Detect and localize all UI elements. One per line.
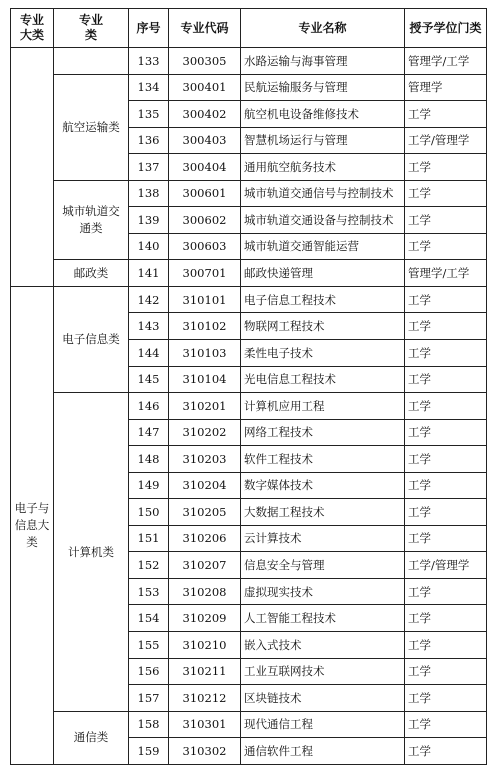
serial-cell: 153 <box>129 578 169 605</box>
code-cell: 310103 <box>169 340 241 367</box>
name-cell: 智慧机场运行与管理 <box>241 127 405 154</box>
name-cell: 人工智能工程技术 <box>241 605 405 632</box>
degree-cell: 工学 <box>405 286 487 313</box>
table-row <box>11 48 487 75</box>
name-cell: 计算机应用工程 <box>241 393 405 420</box>
code-cell: 310211 <box>169 658 241 685</box>
serial-cell: 138 <box>129 180 169 207</box>
name-cell: 软件工程技术 <box>241 446 405 473</box>
degree-cell: 工学/管理学 <box>405 127 487 154</box>
code-cell: 300701 <box>169 260 241 287</box>
name-cell: 数字媒体技术 <box>241 472 405 499</box>
degree-cell: 工学 <box>405 605 487 632</box>
serial-cell: 156 <box>129 658 169 685</box>
serial-cell: 139 <box>129 207 169 234</box>
table-row <box>11 393 487 420</box>
code-cell: 300402 <box>169 101 241 128</box>
serial-cell: 151 <box>129 525 169 552</box>
name-cell: 通信软件工程 <box>241 738 405 765</box>
code-cell: 310201 <box>169 393 241 420</box>
majors-table <box>10 8 487 765</box>
table-row <box>11 260 487 287</box>
serial-cell: 158 <box>129 711 169 738</box>
degree-cell: 工学 <box>405 154 487 181</box>
serial-cell: 157 <box>129 685 169 712</box>
name-cell: 物联网工程技术 <box>241 313 405 340</box>
name-cell: 民航运输服务与管理 <box>241 74 405 101</box>
degree-cell: 工学 <box>405 419 487 446</box>
serial-cell: 145 <box>129 366 169 393</box>
header-degree: 授予学位门类 <box>405 9 487 48</box>
degree-cell: 管理学/工学 <box>405 48 487 75</box>
name-cell: 大数据工程技术 <box>241 499 405 526</box>
code-cell: 310207 <box>169 552 241 579</box>
serial-cell: 154 <box>129 605 169 632</box>
serial-cell: 148 <box>129 446 169 473</box>
table-row <box>11 711 487 738</box>
code-cell: 310302 <box>169 738 241 765</box>
degree-cell: 工学 <box>405 525 487 552</box>
name-cell: 信息安全与管理 <box>241 552 405 579</box>
degree-cell: 工学 <box>405 578 487 605</box>
serial-cell: 155 <box>129 632 169 659</box>
header-code: 专业代码 <box>169 9 241 48</box>
category-cell: 电子信息类 <box>54 286 129 392</box>
major-category-cell <box>11 48 54 287</box>
serial-cell: 149 <box>129 472 169 499</box>
table-row <box>11 180 487 207</box>
serial-cell: 137 <box>129 154 169 181</box>
degree-cell: 工学 <box>405 658 487 685</box>
degree-cell: 工学 <box>405 393 487 420</box>
name-cell: 云计算技术 <box>241 525 405 552</box>
major-category-cell: 电子与 信息大 类 <box>11 286 54 764</box>
header-category: 专业 类 <box>54 9 129 48</box>
serial-cell: 133 <box>129 48 169 75</box>
degree-cell: 工学 <box>405 711 487 738</box>
name-cell: 城市轨道交通信号与控制技术 <box>241 180 405 207</box>
category-cell <box>54 48 129 75</box>
degree-cell: 工学 <box>405 207 487 234</box>
degree-cell: 工学 <box>405 446 487 473</box>
category-cell: 邮政类 <box>54 260 129 287</box>
name-cell: 虚拟现实技术 <box>241 578 405 605</box>
degree-cell: 工学 <box>405 499 487 526</box>
serial-cell: 140 <box>129 233 169 260</box>
name-cell: 柔性电子技术 <box>241 340 405 367</box>
code-cell: 310203 <box>169 446 241 473</box>
code-cell: 310102 <box>169 313 241 340</box>
serial-cell: 134 <box>129 74 169 101</box>
serial-cell: 136 <box>129 127 169 154</box>
name-cell: 区块链技术 <box>241 685 405 712</box>
degree-cell: 工学 <box>405 366 487 393</box>
code-cell: 310104 <box>169 366 241 393</box>
name-cell: 邮政快递管理 <box>241 260 405 287</box>
code-cell: 310205 <box>169 499 241 526</box>
name-cell: 水路运输与海事管理 <box>241 48 405 75</box>
degree-cell: 工学 <box>405 101 487 128</box>
degree-cell: 工学 <box>405 632 487 659</box>
category-cell: 计算机类 <box>54 393 129 712</box>
degree-cell: 工学 <box>405 340 487 367</box>
table-body <box>11 48 487 765</box>
serial-cell: 146 <box>129 393 169 420</box>
code-cell: 300403 <box>169 127 241 154</box>
degree-cell: 工学 <box>405 180 487 207</box>
degree-cell: 工学/管理学 <box>405 552 487 579</box>
serial-cell: 144 <box>129 340 169 367</box>
degree-cell: 工学 <box>405 313 487 340</box>
code-cell: 310202 <box>169 419 241 446</box>
header-serial: 序号 <box>129 9 169 48</box>
degree-cell: 工学 <box>405 738 487 765</box>
name-cell: 网络工程技术 <box>241 419 405 446</box>
table-row <box>11 286 487 313</box>
name-cell: 工业互联网技术 <box>241 658 405 685</box>
code-cell: 300601 <box>169 180 241 207</box>
serial-cell: 142 <box>129 286 169 313</box>
header-row <box>11 9 487 48</box>
degree-cell: 工学 <box>405 472 487 499</box>
code-cell: 310212 <box>169 685 241 712</box>
serial-cell: 152 <box>129 552 169 579</box>
degree-cell: 管理学/工学 <box>405 260 487 287</box>
code-cell: 300401 <box>169 74 241 101</box>
name-cell: 城市轨道交通设备与控制技术 <box>241 207 405 234</box>
code-cell: 300602 <box>169 207 241 234</box>
name-cell: 通用航空航务技术 <box>241 154 405 181</box>
serial-cell: 147 <box>129 419 169 446</box>
code-cell: 300404 <box>169 154 241 181</box>
serial-cell: 150 <box>129 499 169 526</box>
name-cell: 城市轨道交通智能运营 <box>241 233 405 260</box>
code-cell: 310301 <box>169 711 241 738</box>
header-name: 专业名称 <box>241 9 405 48</box>
code-cell: 310206 <box>169 525 241 552</box>
table-row <box>11 74 487 101</box>
serial-cell: 141 <box>129 260 169 287</box>
code-cell: 300603 <box>169 233 241 260</box>
serial-cell: 135 <box>129 101 169 128</box>
code-cell: 310101 <box>169 286 241 313</box>
serial-cell: 143 <box>129 313 169 340</box>
name-cell: 现代通信工程 <box>241 711 405 738</box>
code-cell: 310209 <box>169 605 241 632</box>
code-cell: 300305 <box>169 48 241 75</box>
name-cell: 航空机电设备维修技术 <box>241 101 405 128</box>
degree-cell: 管理学 <box>405 74 487 101</box>
code-cell: 310208 <box>169 578 241 605</box>
category-cell: 通信类 <box>54 711 129 764</box>
code-cell: 310210 <box>169 632 241 659</box>
name-cell: 嵌入式技术 <box>241 632 405 659</box>
code-cell: 310204 <box>169 472 241 499</box>
serial-cell: 159 <box>129 738 169 765</box>
name-cell: 光电信息工程技术 <box>241 366 405 393</box>
degree-cell: 工学 <box>405 685 487 712</box>
category-cell: 航空运输类 <box>54 74 129 180</box>
category-cell: 城市轨道交 通类 <box>54 180 129 260</box>
name-cell: 电子信息工程技术 <box>241 286 405 313</box>
degree-cell: 工学 <box>405 233 487 260</box>
header-major-category: 专业 大类 <box>11 9 54 48</box>
